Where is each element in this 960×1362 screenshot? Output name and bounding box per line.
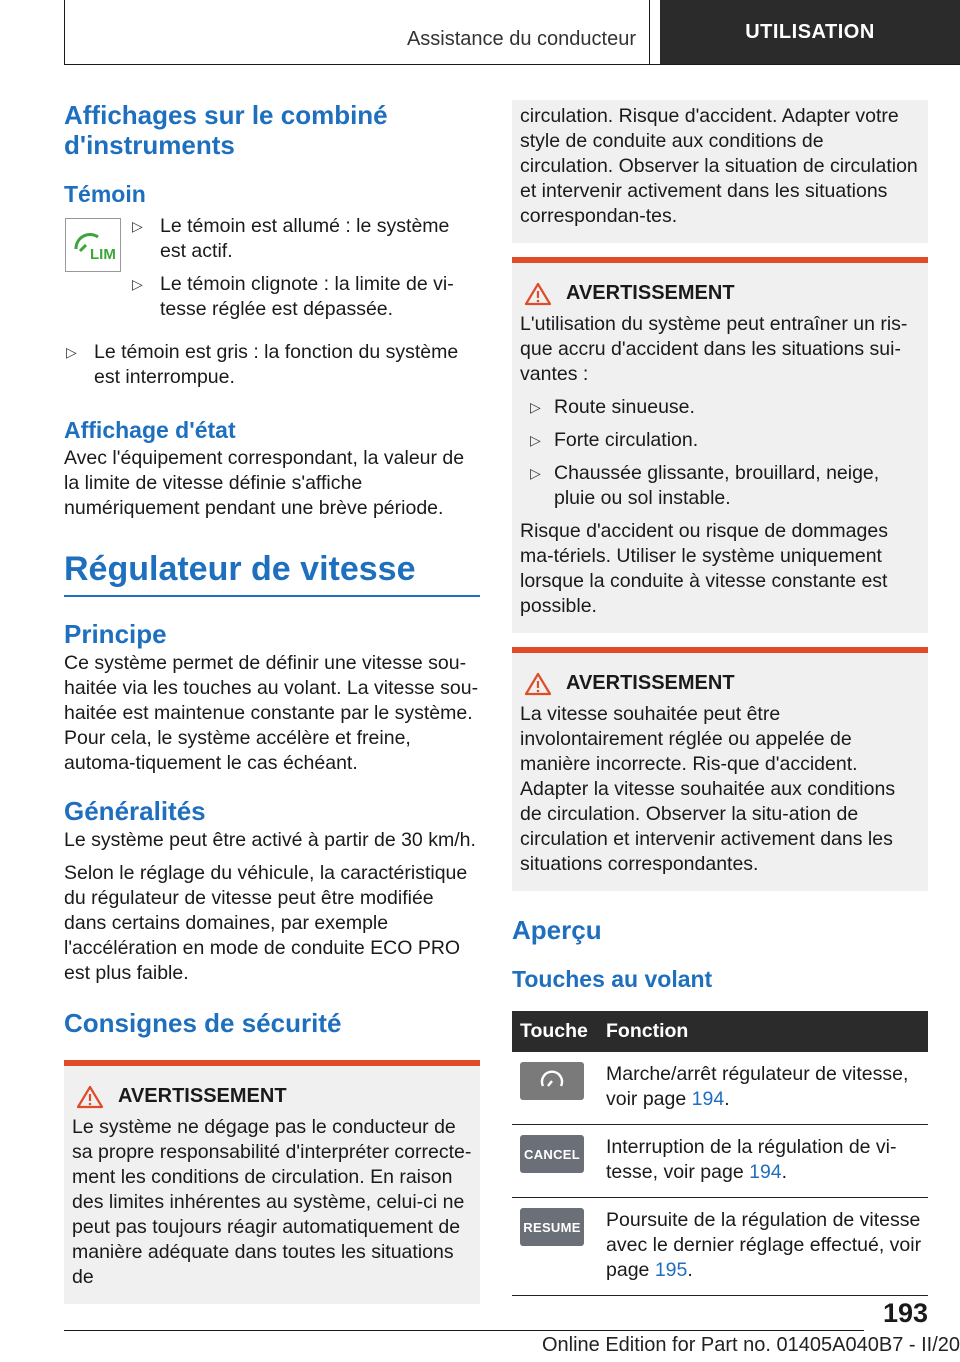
heading-touches-volant: Touches au volant	[512, 966, 713, 992]
heading-affichage-etat: Affichage d'état	[64, 417, 236, 443]
list-item: ▷ Chaussée glissante, brouillard, neige, pluie ou sol instable.	[530, 462, 880, 509]
chapter-rule	[64, 595, 480, 597]
header-rule	[64, 64, 960, 65]
page-link[interactable]: 194	[749, 1161, 782, 1183]
warning-text: La vitesse souhaitée peut être involontairement réglée ou appelée de manière incorrecte. Ris-que d'accident. Adapter la vitesse souhaitée aux conditions de circulation. Observer la situ-ation de circulation et intervenir activement dans les situations correspondantes.	[520, 703, 896, 875]
warning-box	[512, 257, 928, 633]
svg-text:LIM: LIM	[90, 246, 116, 263]
resume-button-icon: RESUME	[520, 1208, 584, 1246]
chapter-title: Régulateur de vitesse	[64, 550, 416, 588]
table-row	[512, 1198, 928, 1296]
page-link[interactable]: 194	[691, 1088, 725, 1110]
cancel-button-icon: CANCEL	[520, 1135, 584, 1173]
heading-affichages: Affichages sur le combiné d'instruments	[64, 100, 388, 160]
etat-paragraph: Avec l'équipement correspondant, la valeur de la limite de vitesse définie s'affiche numériquement pendant une brève période.	[64, 447, 465, 519]
header-mid-rule	[649, 0, 650, 64]
temoin-block	[64, 214, 480, 330]
cruise-control-button-icon	[520, 1062, 584, 1100]
warning-text: Risque d'accident ou risque de dommages ma-tériels. Utiliser le système uniquement lorsque la conduite à vitesse constante est possible.	[520, 520, 888, 617]
header-chapter-tab: UTILISATION	[660, 0, 960, 64]
speed-limit-indicator-icon	[65, 218, 121, 272]
principe-paragraph: Ce système permet de définir une vitesse sou-haitée via les touches au volant. La vitesse sou-haitée est maintenue constante par le système. Pour cela, le système accélère et freine, automa-tiquement le cas échéant.	[64, 652, 479, 774]
header-section-title: Assistance du conducteur	[406, 28, 636, 50]
warning-text-continued: circulation. Risque d'accident. Adapter votre style de conduite aux conditions de circulation. Observer la situation de circulation et intervenir activement dans les situations correspondan-tes.	[520, 105, 918, 227]
table-row	[512, 1052, 928, 1125]
warning-box	[64, 1060, 480, 1304]
table-header-touche: Touche	[512, 1011, 598, 1052]
list-item: ▷ Le témoin clignote : la limite de vi-tesse réglée est dépassée.	[132, 273, 454, 320]
heading-principe: Principe	[64, 619, 167, 649]
warning-title: AVERTISSEMENT	[118, 1085, 287, 1107]
heading-consignes: Consignes de sécurité	[64, 1008, 342, 1038]
table-row	[512, 1125, 928, 1198]
page-number: 193	[882, 1298, 928, 1328]
keys-table	[512, 1011, 928, 1296]
warning-box-continued	[512, 100, 928, 243]
left-column	[64, 100, 480, 1304]
generalites-paragraph-2: Selon le réglage du véhicule, la caractéristique du régulateur de vitesse peut être modifiée dans certains domaines, par exemple l'accélération en mode de conduite ECO PRO est plus faible.	[64, 862, 468, 984]
heading-temoin: Témoin	[64, 181, 146, 207]
footer-rule	[64, 1330, 864, 1331]
table-cell-fonction: Poursuite de la régulation de vitesse avec le dernier réglage effectué, voir page 195.	[598, 1198, 928, 1296]
list-item: ▷ Le témoin est allumé : le système est actif.	[132, 215, 450, 262]
right-column	[512, 100, 928, 1296]
page-link[interactable]: 195	[654, 1259, 688, 1281]
generalites-paragraph-1: Le système peut être activé à partir de 30 km/h.	[64, 829, 476, 851]
list-item: ▷ Forte circulation.	[530, 429, 699, 451]
warning-title: AVERTISSEMENT	[566, 282, 735, 304]
table-cell-fonction: Interruption de la régulation de vi-tesse, voir page 194.	[598, 1125, 928, 1198]
list-item: ▷ Route sinueuse.	[530, 396, 695, 418]
table-cell-fonction: Marche/arrêt régulateur de vitesse, voir page 194.	[598, 1052, 928, 1125]
warning-triangle-icon	[76, 1085, 104, 1109]
heading-generalites: Généralités	[64, 796, 206, 826]
footer-edition: Online Edition for Part no. 01405A040B7 - II/20	[541, 1334, 960, 1356]
warning-box	[512, 647, 928, 891]
header-left-rule	[64, 0, 65, 64]
heading-apercu: Aperçu	[512, 915, 602, 945]
warning-triangle-icon	[524, 672, 552, 696]
list-item: ▷ Le témoin est gris : la fonction du système est interrompue.	[66, 341, 459, 388]
table-header-fonction: Fonction	[598, 1011, 928, 1052]
warning-triangle-icon	[524, 282, 552, 306]
warning-text: L'utilisation du système peut entraîner un ris-que accru d'accident dans les situations sui-vantes :	[520, 313, 908, 385]
warning-title: AVERTISSEMENT	[566, 672, 735, 694]
warning-text: Le système ne dégage pas le conducteur de sa propre responsabilité d'interpréter correcte-ment les conditions de circulation. En raison des limites inhérentes au système, celui-ci ne peut pas toujours réagir automatiquement de manière adéquate dans toutes les situations de	[72, 1116, 472, 1288]
